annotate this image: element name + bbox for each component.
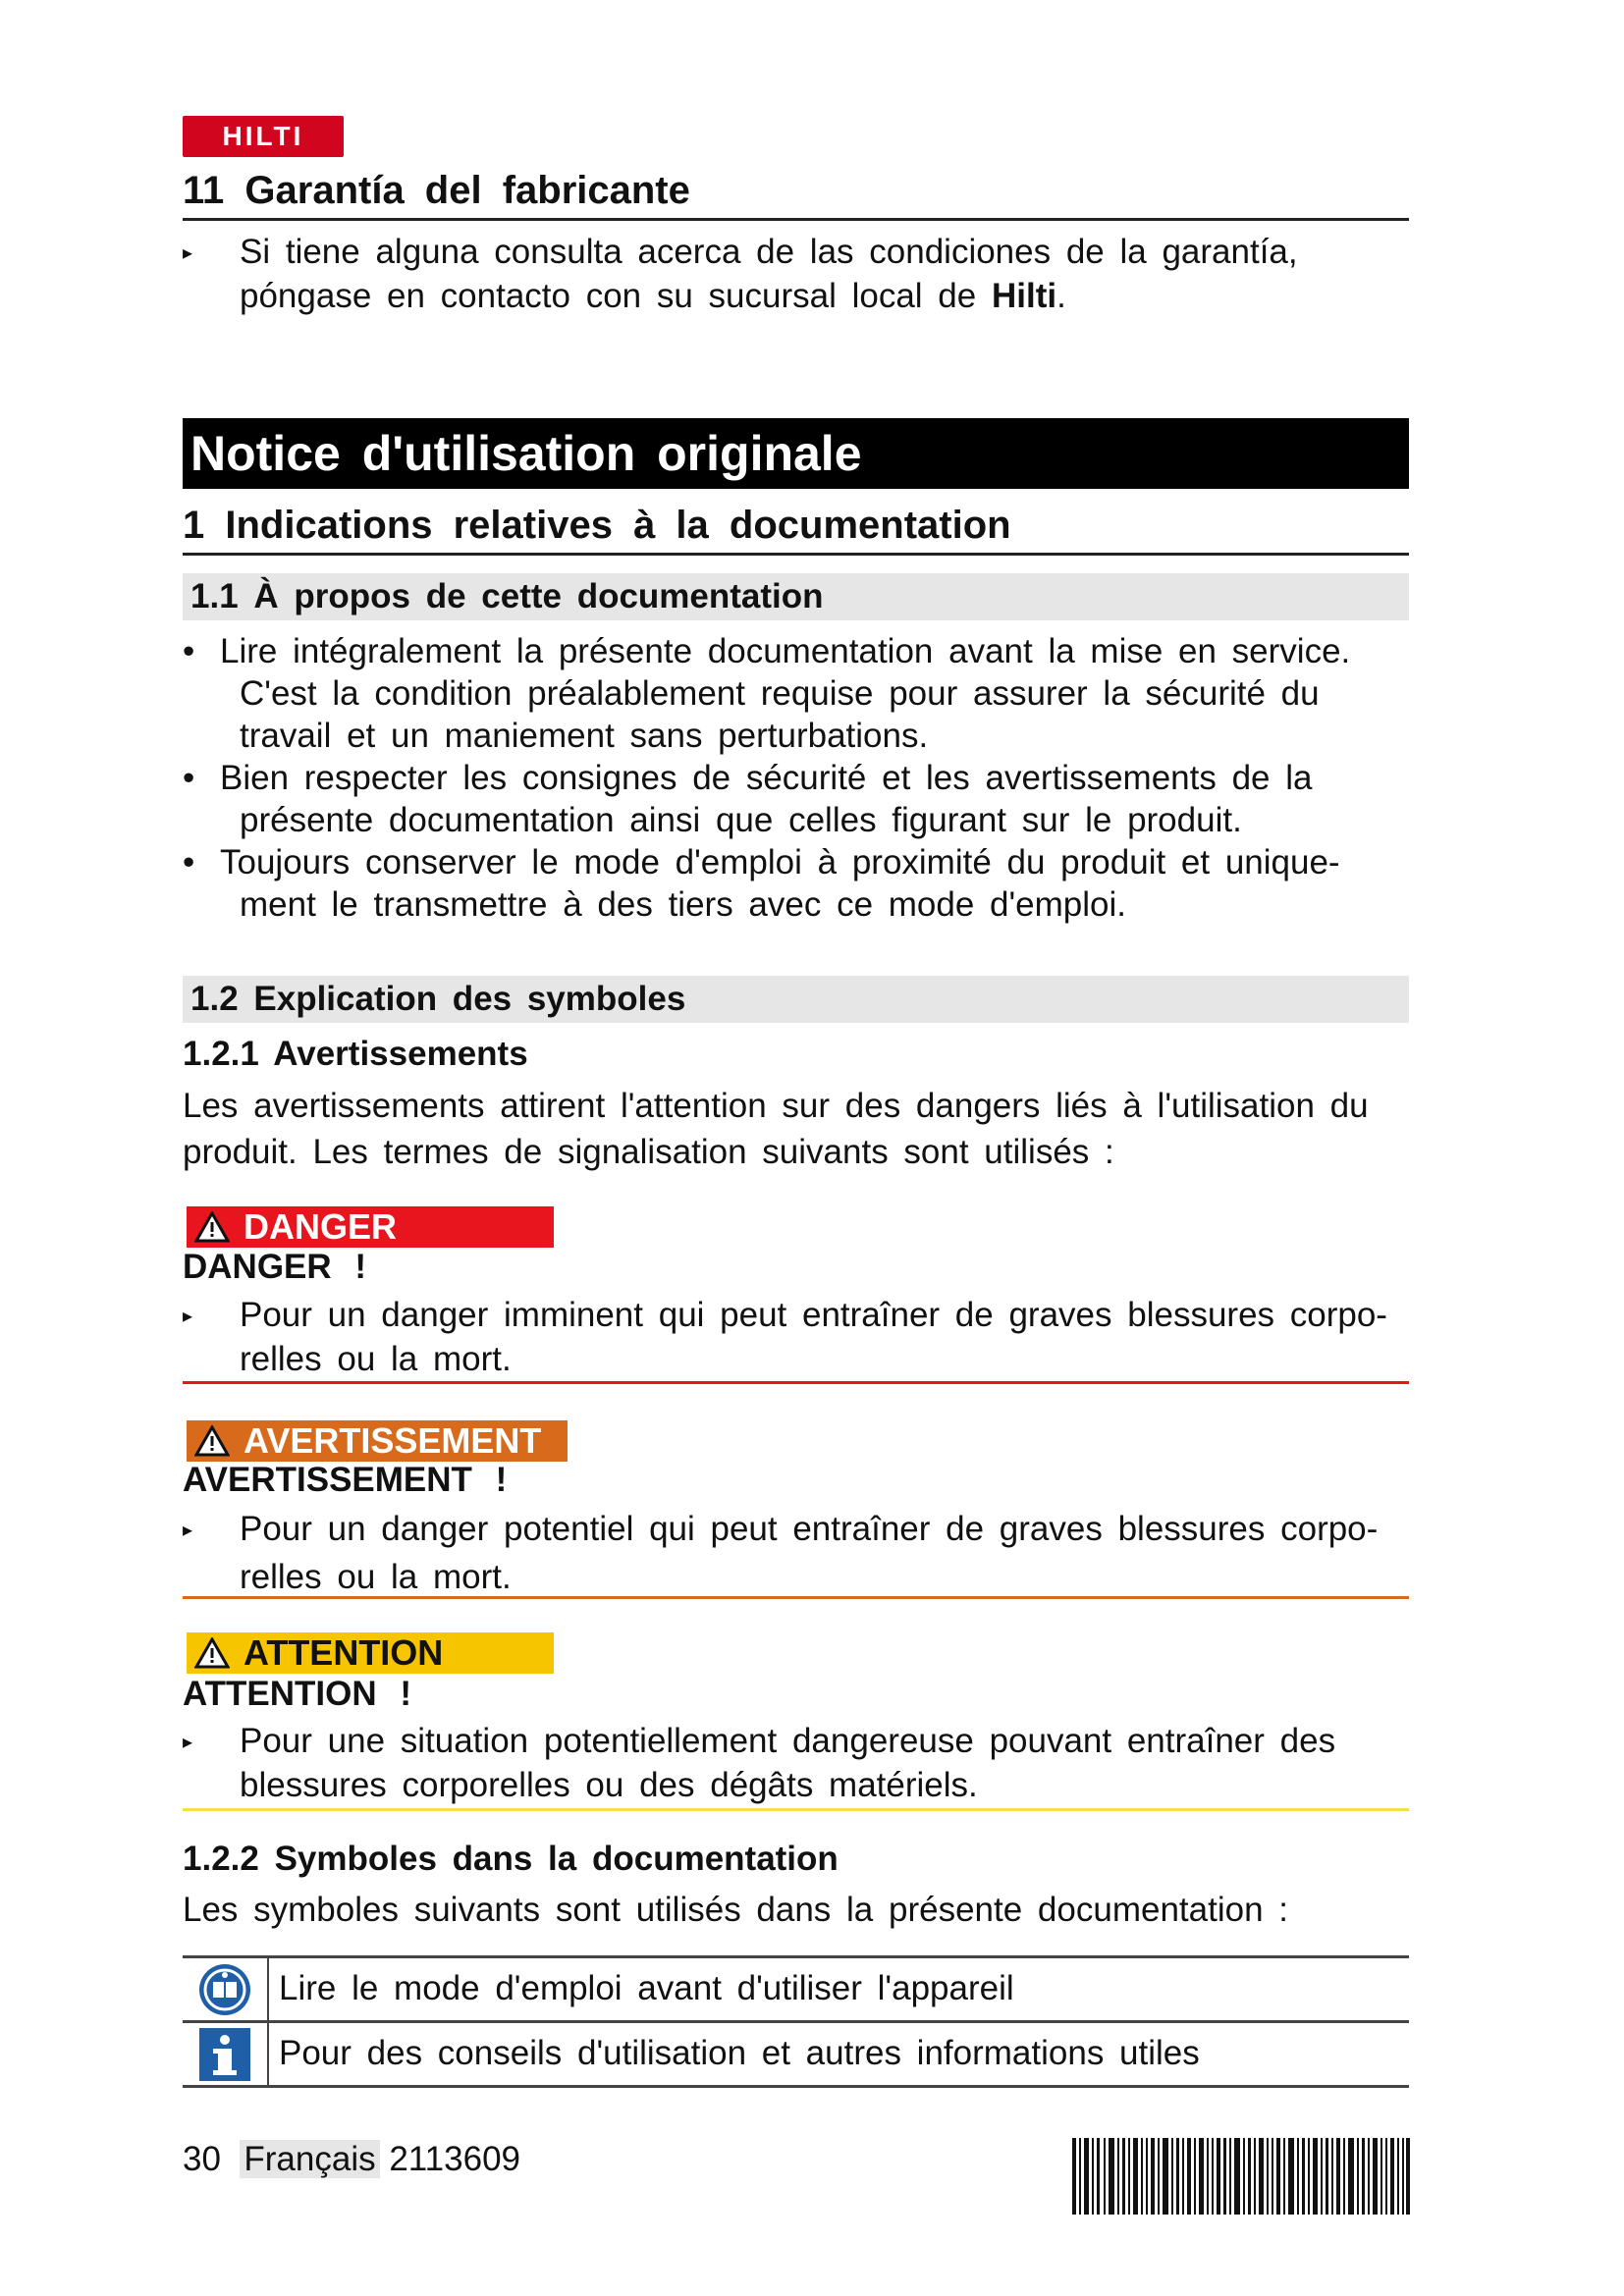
triangle-bullet-icon: ▸	[183, 1520, 193, 1541]
avertissement-badge: AVERTISSEMENT	[187, 1420, 568, 1462]
attention-badge: ATTENTION	[187, 1632, 554, 1674]
attention-rule	[183, 1808, 1409, 1811]
list-item: • Bien respecter les consignes de sécurité et les avertissements de la présente documentation ainsi que celles figurant sur le produit.	[183, 759, 1313, 839]
warning-triangle-icon	[194, 1425, 230, 1457]
danger-description: ▸ Pour un danger imminent qui peut entraîner de graves blessures corpo- relles ou la mort.	[183, 1296, 1387, 1378]
table-row	[183, 2023, 1409, 2088]
section-1-2-2-intro: Les symboles suivants sont utilisés dans la présente documentation :	[183, 1891, 1288, 1929]
language-label: Français	[240, 2140, 379, 2178]
warning-triangle-icon	[194, 1637, 230, 1669]
section-1-2-1-text: Les avertissements attirent l'attention sur des dangers liés à l'utilisation du produit. Les termes de signalisation suivants sont utilisés :	[183, 1087, 1369, 1171]
section-1-1-heading: 1.1 À propos de cette documentation	[183, 573, 1409, 620]
hilti-brand-text: Hilti	[991, 277, 1057, 315]
manual-icon	[183, 1958, 269, 2020]
avertissement-title: AVERTISSEMENT !	[183, 1461, 508, 1499]
section-1-heading: 1 Indications relatives à la documentation	[183, 504, 1011, 547]
attention-title: ATTENTION !	[183, 1675, 412, 1713]
attention-description: ▸ Pour une situation potentiellement dangereuse pouvant entraîner des blessures corporelles ou des dégâts matériels.	[183, 1722, 1336, 1804]
triangle-bullet-icon: ▸	[183, 1306, 193, 1327]
warranty-bullet: ▸ Si tiene alguna consulta acerca de las condiciones de la garantía, póngase en contacto con su sucursal local de Hilti.	[183, 233, 1298, 315]
triangle-bullet-icon: ▸	[183, 242, 193, 264]
notice-title-bar: Notice d'utilisation originale	[183, 418, 1409, 489]
page-footer	[183, 2138, 520, 2180]
list-item: • Lire intégralement la présente documentation avant la mise en service. C'est la condition préalablement requise pour assurer la sécurité du travail et un maniement sans perturbations.	[183, 632, 1351, 755]
symbols-table	[183, 1955, 1409, 2088]
symbol-description: Pour des conseils d'utilisation et autres informations utiles	[279, 2034, 1200, 2072]
section-1-rule	[183, 553, 1409, 556]
danger-title: DANGER !	[183, 1248, 367, 1286]
danger-rule	[183, 1381, 1409, 1384]
hilti-logo: HILTI	[183, 116, 344, 157]
section-1-2-2-heading: 1.2.2 Symboles dans la documentation	[183, 1840, 839, 1878]
section-11-heading: 11 Garantía del fabricante	[183, 169, 690, 212]
warning-triangle-icon	[194, 1211, 230, 1243]
symbol-description: Lire le mode d'emploi avant d'utiliser l'appareil	[279, 1969, 1014, 2007]
section-1-1-bullets	[183, 630, 1459, 926]
section-1-2-1-heading: 1.2.1 Avertissements	[183, 1035, 528, 1073]
danger-badge: DANGER	[187, 1206, 554, 1248]
table-row	[183, 1955, 1409, 2023]
avertissement-description: ▸ Pour un danger potentiel qui peut entraîner de graves blessures corpo- relles ou la mort.	[183, 1510, 1379, 1596]
page-number: 30	[183, 2140, 221, 2178]
barcode	[1072, 2138, 1410, 2215]
triangle-bullet-icon: ▸	[183, 1732, 193, 1753]
document-number: 2113609	[389, 2140, 521, 2178]
section-11-rule	[183, 218, 1409, 221]
section-1-2-heading: 1.2 Explication des symboles	[183, 976, 1409, 1023]
info-icon	[183, 2023, 269, 2085]
avertissement-rule	[183, 1596, 1409, 1599]
list-item: • Toujours conserver le mode d'emploi à proximité du produit et unique- ment le transmettre à des tiers avec ce mode d'emploi.	[183, 843, 1340, 924]
